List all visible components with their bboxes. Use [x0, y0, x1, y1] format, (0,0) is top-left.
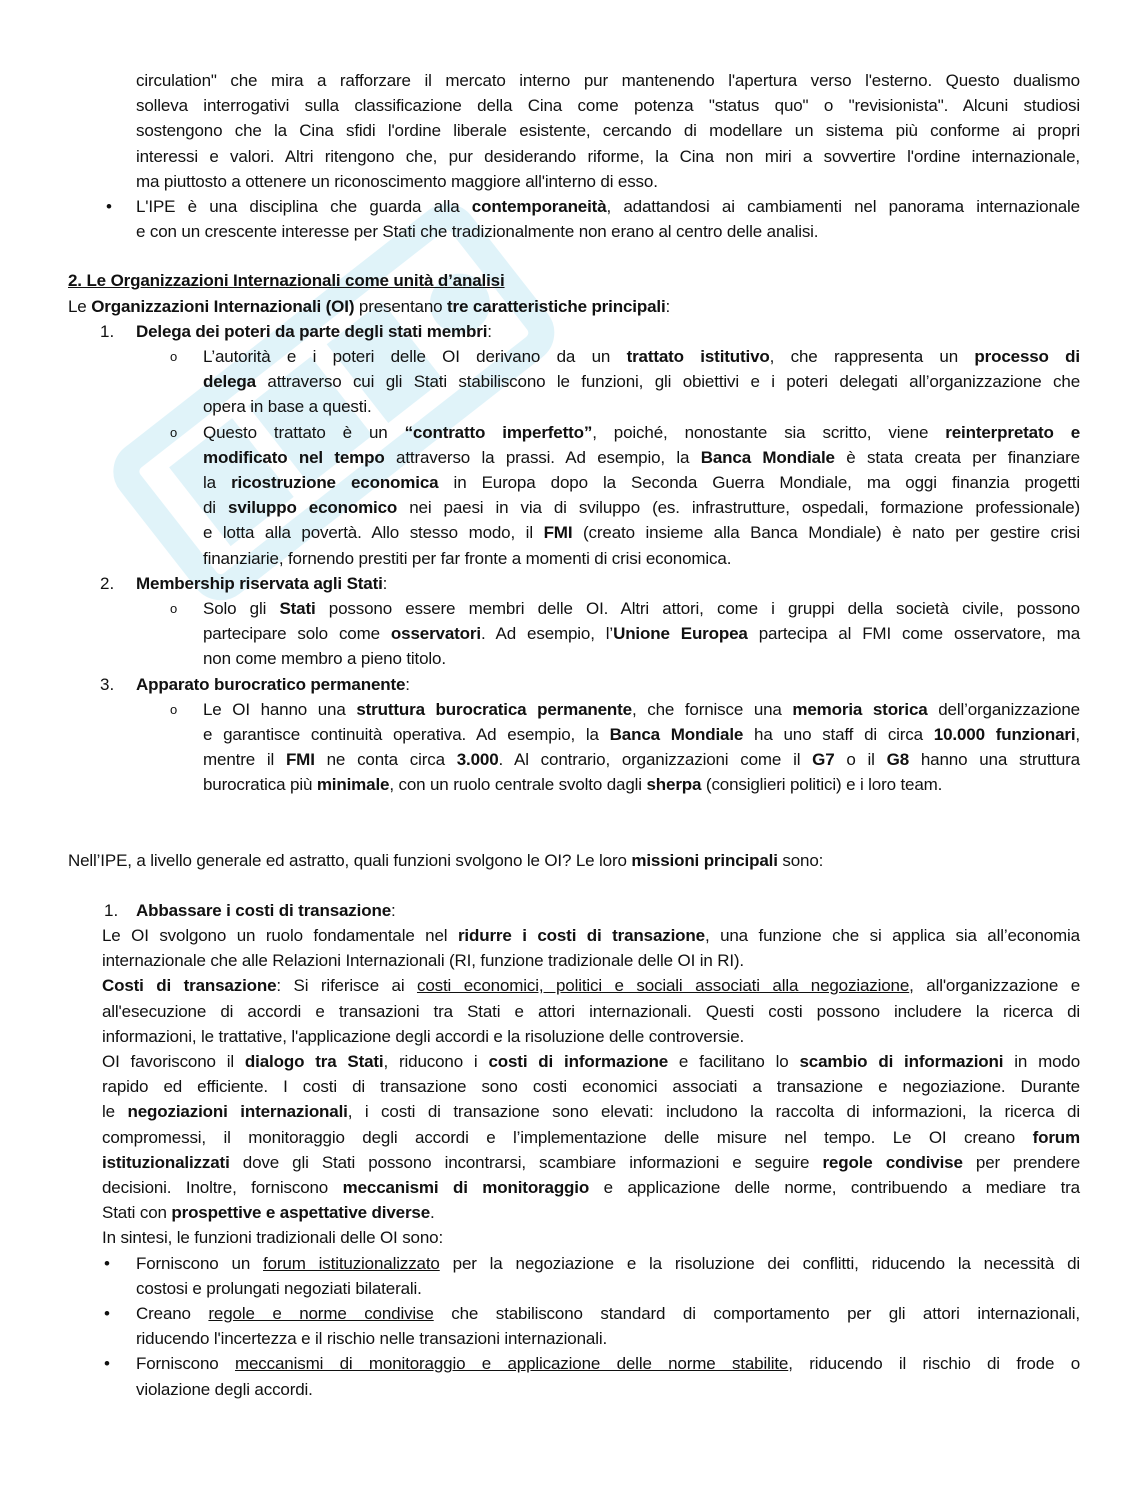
- text-run: riducendo l'incertezza e il rischio nelle transazioni internazionali.: [136, 1329, 608, 1349]
- sub-item-line: [203, 445, 1080, 470]
- bold-text: Apparato burocratico permanente: [136, 674, 406, 694]
- bold-text: dialogo tra Stati: [244, 1052, 384, 1071]
- bold-text: meccanismi di monitoraggio: [342, 1178, 590, 1197]
- text-run: Forniscono un: [136, 1253, 264, 1273]
- text-run: hanno una struttura: [909, 750, 1080, 770]
- bold-text: FMI: [543, 523, 573, 543]
- text-run: , adattandosi ai cambiamenti nel panorama internazionale: [606, 197, 1080, 216]
- list-number: 2.: [100, 573, 115, 593]
- text-run: di: [203, 498, 229, 518]
- text-run: Questo trattato è un: [203, 422, 405, 442]
- text-run: Le OI svolgono un ruolo fondamentale nel: [102, 926, 458, 945]
- bold-text: 10.000 funzionari: [933, 725, 1076, 744]
- text-run: :: [665, 296, 671, 316]
- sub-item-line: [203, 394, 372, 419]
- text-run: L’autorità e i poteri delle OI derivano da un: [203, 347, 627, 366]
- paragraph-line: [102, 1200, 435, 1225]
- text-run: Stati con: [102, 1203, 172, 1223]
- bold-text: missioni principali: [631, 850, 778, 870]
- intro-paragraph-line: [136, 118, 1080, 143]
- text-run: internazionale che alle Relazioni Internazionali (RI, funzione tradizionale delle OI in RI).: [102, 951, 745, 971]
- underlined-text: meccanismi di monitoraggio e applicazione delle norme stabilite: [234, 1354, 789, 1374]
- text-run: interessi e valori. Altri ritengono che, pur desiderando riforme, la Cina non miri a sovvertire l'ordine internazionale,: [136, 146, 1080, 166]
- bullet-marker: •: [104, 1253, 110, 1273]
- paragraph-line: [102, 999, 1080, 1024]
- paragraph-line: [102, 1150, 1080, 1175]
- bold-text: modificato nel tempo: [203, 447, 385, 467]
- text-run: violazione degli accordi.: [136, 1379, 313, 1399]
- text-run: e facilitano lo: [668, 1052, 800, 1071]
- bold-text: Organizzazioni Internazionali (OI): [91, 296, 355, 316]
- paragraph-line: [102, 948, 744, 973]
- bold-text: tre caratteristiche principali: [447, 296, 666, 316]
- text-run: , i costi di transazione sono elevati: includono la raccolta di informazioni, la ricerca di: [347, 1102, 1080, 1122]
- text-run: In sintesi, le funzioni tradizionali delle OI sono:: [102, 1228, 444, 1248]
- text-run: :: [487, 321, 492, 341]
- text-run: e con un crescente interesse per Stati che tradizionalmente non erano al centro delle analisi.: [136, 222, 819, 242]
- text-run: finanziarie, fornendo prestiti per far fronte a momenti di crisi economica.: [203, 548, 732, 568]
- intro-paragraph-line: [136, 93, 1080, 118]
- text-run: e applicazione delle norme, contribuendo a mediare tra: [589, 1178, 1080, 1197]
- bold-text: costi di informazione: [488, 1052, 669, 1071]
- list-item-title: [136, 571, 387, 596]
- text-run: , che fornisce una: [632, 699, 793, 719]
- text-run: Creano: [136, 1304, 209, 1323]
- text-run: compromessi, il monitoraggio degli accordi e l’implementazione delle misure nel tempo. Le OI creano: [102, 1127, 1033, 1147]
- sub-item-line: [203, 772, 942, 797]
- bold-text: ricostruzione economica: [231, 473, 439, 492]
- sub-bullet-circle: o: [170, 601, 178, 616]
- paragraph-line: [102, 1125, 1080, 1150]
- text-run: , poiché, nonostante sia scritto, viene: [592, 422, 946, 442]
- bold-text: reinterpretato e: [945, 422, 1081, 442]
- text-run: solleva interrogativi sulla classificazione della Cina come potenza "status quo" o "revisionista". Alcuni studiosi: [136, 96, 1080, 116]
- section-intro: [68, 294, 670, 319]
- bold-text: Banca Mondiale: [700, 447, 835, 467]
- text-run: Solo gli: [203, 599, 280, 618]
- bold-text: G7: [812, 750, 835, 770]
- text-run: dell’organizzazione: [927, 699, 1080, 719]
- paragraph-line: [102, 1024, 744, 1049]
- text-run: attraverso cui gli Stati stabiliscono le funzioni, gli obiettivi e i poteri delegati all’organizzazione che: [255, 372, 1080, 392]
- paragraph-line: [102, 1099, 1080, 1124]
- text-run: :: [391, 900, 396, 920]
- text-run: , che rappresenta un: [769, 347, 975, 366]
- text-run: presentano: [354, 296, 448, 316]
- bold-text: prospettive e aspettative diverse: [171, 1203, 431, 1223]
- function-bullet-line: [136, 1377, 313, 1402]
- text-run: decisioni. Inoltre, forniscono: [102, 1178, 343, 1197]
- paragraph-line: [102, 1175, 1080, 1200]
- list-number: 3.: [100, 674, 115, 694]
- function-bullet-line: [136, 1276, 422, 1301]
- function-bullet-line: [136, 1251, 1080, 1276]
- paragraph-line: [102, 973, 1080, 998]
- text-run: . Ad esempio, l’: [480, 624, 614, 644]
- text-run: partecipa al FMI come osservatore, ma: [747, 624, 1081, 644]
- sub-bullet-circle: o: [170, 701, 178, 717]
- sub-item-line: [203, 697, 1080, 722]
- text-run: è stata creata per finanziare: [834, 447, 1080, 467]
- sub-bullet-circle: o: [170, 349, 178, 364]
- function-bullet-line: [136, 1351, 1080, 1376]
- bullet-marker: •: [106, 197, 112, 216]
- bold-text: ridurre i costi di transazione: [457, 926, 705, 945]
- text-run: Le OI hanno una: [203, 699, 357, 719]
- text-run: ,: [1075, 725, 1080, 744]
- text-run: L'IPE è una disciplina che guarda alla: [136, 197, 472, 216]
- text-run: e garantisce continuità operativa. Ad esempio, la: [203, 725, 610, 744]
- text-run: , una funzione che si applica sia all’economia: [704, 926, 1080, 945]
- bold-text: Membership riservata agli Stati: [136, 573, 383, 593]
- text-run: in modo: [1003, 1052, 1080, 1071]
- bold-text: delega: [203, 372, 256, 392]
- sub-item-line: [203, 722, 1080, 747]
- bold-text: memoria storica: [792, 699, 928, 719]
- bold-text: Stati: [279, 599, 316, 618]
- sub-item-line: [203, 495, 1080, 520]
- bold-text: istituzionalizzati: [102, 1152, 230, 1172]
- sub-item-line: [203, 520, 1080, 545]
- text-run: (consiglieri politici) e i loro team.: [701, 775, 943, 795]
- text-run: circulation" che mira a rafforzare il mercato interno pur mantenendo l'apertura verso l'esterno. Questo dualismo: [136, 71, 1080, 90]
- text-run: burocratica più: [203, 775, 317, 795]
- underlined-text: costi economici, politici e sociali associati alla negoziazione: [416, 976, 910, 996]
- list-number: 1.: [100, 321, 115, 341]
- text-run: attraverso la prassi. Ad esempio, la: [384, 447, 701, 467]
- bold-text: processo di: [974, 347, 1080, 366]
- text-run: , riducendo il rischio di frode o: [788, 1354, 1081, 1374]
- text-run: Le: [68, 296, 92, 316]
- text-run: partecipare solo come: [203, 624, 391, 644]
- text-run: mentre il: [203, 750, 286, 770]
- text-run: rapido ed efficiente. I costi di transazione sono costi economici associati a transazione e negoziazione. Durante: [102, 1077, 1080, 1097]
- sub-item-line: [203, 420, 1080, 445]
- bold-text: forum: [1032, 1127, 1080, 1147]
- sub-bullet-circle: o: [170, 424, 178, 440]
- function-bullet-line: [136, 1301, 1080, 1326]
- bold-text: struttura burocratica permanente: [356, 699, 632, 719]
- intro-bullet-line: [136, 194, 1080, 219]
- text-run: nei paesi in via di sviluppo (es. infrastrutture, ospedali, formazione professionale): [397, 498, 1080, 518]
- bold-text: regole condivise: [822, 1152, 963, 1172]
- bold-text: 3.000: [456, 750, 499, 770]
- function-bullet-line: [136, 1326, 607, 1351]
- sub-item-line: [203, 546, 731, 571]
- summary-line: [102, 1225, 443, 1250]
- functions-question: [68, 848, 823, 873]
- bold-text: Abbassare i costi di transazione: [136, 900, 392, 920]
- text-run: Nell’IPE, a livello generale ed astratto, quali funzioni svolgono le OI? Le loro: [68, 850, 632, 870]
- intro-bullet-line: [136, 219, 818, 244]
- bold-text: scambio di informazioni: [799, 1052, 1004, 1071]
- text-run: . Al contrario, organizzazioni come il: [498, 750, 813, 770]
- text-run: ne conta circa: [314, 750, 457, 770]
- bold-text: contemporaneità: [471, 197, 607, 216]
- paragraph-line: [102, 1074, 1080, 1099]
- text-run: per la negoziazione e la risoluzione dei conflitti, riducendo la necessità di: [439, 1253, 1080, 1273]
- intro-paragraph-line: [136, 169, 658, 194]
- sub-item-line: [203, 369, 1080, 394]
- text-run: opera in base a questi.: [203, 397, 372, 417]
- list-item-title: [136, 672, 410, 697]
- list-number: 1.: [104, 900, 119, 920]
- bold-text: trattato istitutivo: [626, 347, 770, 366]
- bold-text: G8: [886, 750, 910, 770]
- sub-item-line: [203, 621, 1080, 646]
- text-run: Forniscono: [136, 1354, 235, 1374]
- text-run: .: [430, 1203, 435, 1223]
- text-run: ma piuttosto a ottenere un riconoscimento maggiore all'interno di esso.: [136, 171, 658, 191]
- text-run: o il: [834, 750, 887, 770]
- text-run: sostengono che la Cina sfidi l'ordine liberale esistente, cercando di modellare un sistema più conforme ai propri: [136, 121, 1080, 141]
- bold-text: 2. Le Organizzazioni Internazionali come unità d’analisi: [68, 271, 505, 291]
- bold-text: minimale: [316, 775, 390, 795]
- sub-item-line: [203, 344, 1080, 369]
- paragraph-line: [102, 923, 1080, 948]
- text-run: costosi e prolungati negoziati bilaterali.: [136, 1278, 422, 1298]
- text-run: in Europa dopo la Seconda Guerra Mondiale, ma oggi finanzia progetti: [438, 473, 1080, 492]
- sub-item-line: [203, 596, 1080, 621]
- text-run: , riducono i: [383, 1052, 489, 1071]
- text-run: possono essere membri delle OI. Altri attori, come i gruppi della società civile, possono: [315, 599, 1080, 618]
- text-run: , con un ruolo centrale svolto dagli: [389, 775, 647, 795]
- bold-text: sviluppo economico: [228, 498, 398, 518]
- intro-paragraph-line: [136, 68, 1080, 93]
- sub-item-line: [203, 470, 1080, 495]
- text-run: per prendere: [962, 1152, 1080, 1172]
- text-run: :: [382, 573, 388, 593]
- bold-text: Delega dei poteri da parte degli stati membri: [136, 321, 488, 341]
- text-run: le: [102, 1102, 128, 1122]
- underlined-text: regole e norme condivise: [208, 1304, 434, 1323]
- text-run: sono:: [777, 850, 824, 870]
- bold-text: FMI: [285, 750, 315, 770]
- text-run: ha uno staff di circa: [743, 725, 934, 744]
- underlined-text: forum istituzionalizzato: [263, 1253, 440, 1273]
- text-run: all'esecuzione di accordi e transazioni tra Stati e attori internazionali. Questi costi possono includere la ricerca di: [102, 1001, 1080, 1021]
- text-run: : Si riferisce ai: [276, 976, 417, 996]
- section-heading: [68, 268, 505, 293]
- bullet-marker: •: [104, 1354, 110, 1374]
- text-run: non come membro a pieno titolo.: [203, 649, 446, 669]
- text-run: la: [203, 473, 232, 492]
- text-run: :: [405, 674, 410, 694]
- sub-item-line: [203, 747, 1080, 772]
- list-item-title: [136, 319, 492, 344]
- text-run: , all'organizzazione e: [909, 976, 1080, 996]
- bold-text: “contratto imperfetto”: [404, 422, 593, 442]
- sub-item-line: [203, 646, 446, 671]
- text-run: informazioni, le trattative, l'applicazione degli accordi e la risoluzione delle controversie.: [102, 1026, 745, 1046]
- text-run: e lotta alla povertà. Allo stesso modo, il: [203, 523, 544, 543]
- bold-text: Banca Mondiale: [609, 725, 744, 744]
- text-run: dove gli Stati possono incontrarsi, scambiare informazioni e seguire: [229, 1152, 823, 1172]
- bold-text: Unione Europea: [613, 624, 748, 644]
- text-run: che stabiliscono standard di comportamento per gli attori internazionali,: [433, 1304, 1080, 1323]
- bold-text: negoziazioni internazionali: [127, 1102, 348, 1122]
- intro-paragraph-line: [136, 144, 1080, 169]
- bold-text: osservatori: [390, 624, 481, 644]
- text-run: OI favoriscono il: [102, 1052, 245, 1071]
- bold-text: Costi di transazione: [102, 976, 277, 996]
- bold-text: sherpa: [646, 775, 702, 795]
- paragraph-line: [102, 1049, 1080, 1074]
- text-run: (creato insieme alla Banca Mondiale) è nato per gestire crisi: [572, 523, 1081, 543]
- list-item-title: [136, 898, 396, 923]
- bullet-marker: •: [104, 1304, 110, 1323]
